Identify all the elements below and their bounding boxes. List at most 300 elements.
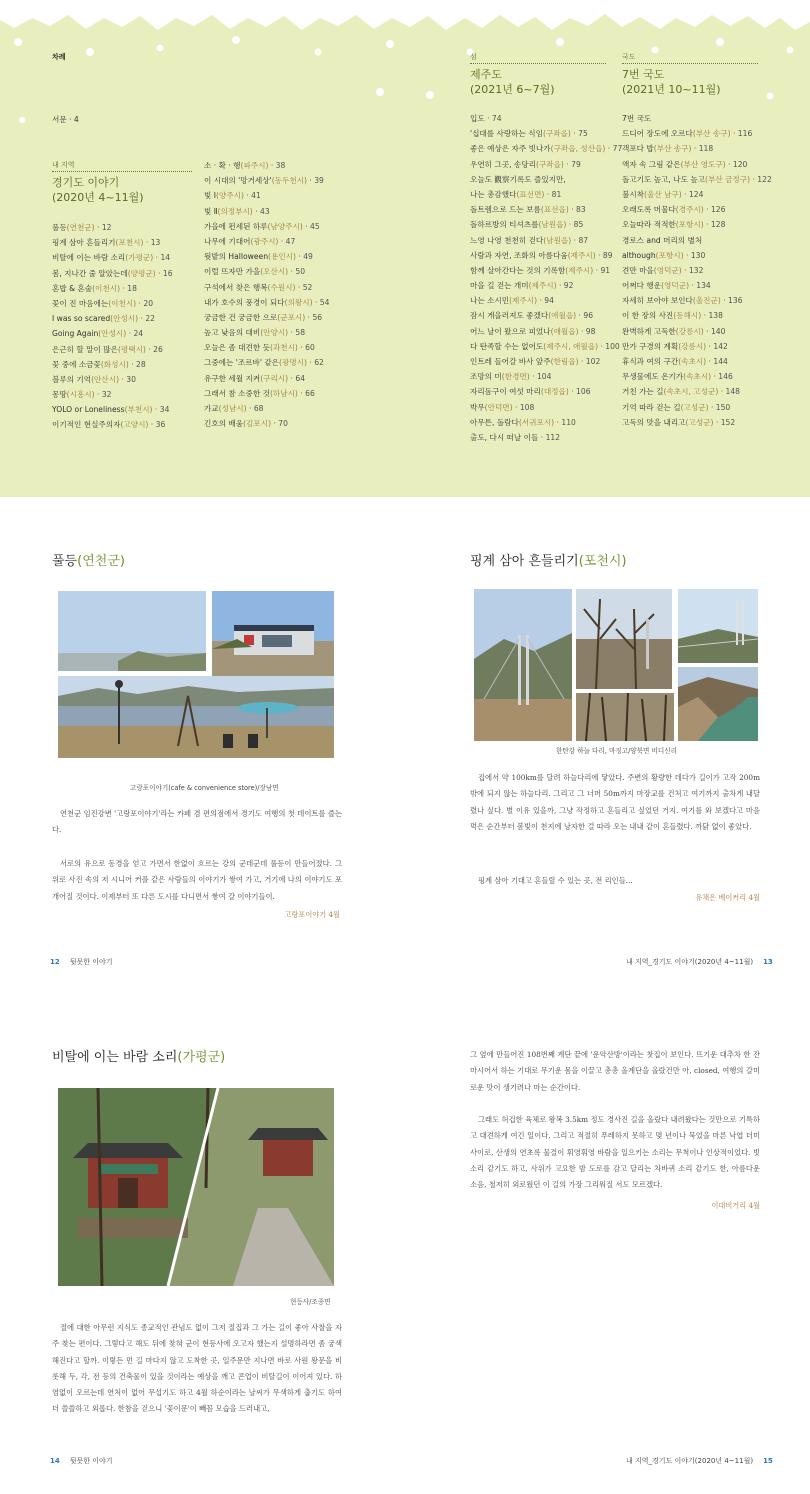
toc-entry bbox=[204, 188, 364, 203]
toc-entry-location: (남원읍) bbox=[538, 220, 567, 230]
toc-entry-location: (구리시) bbox=[260, 373, 289, 383]
toc-entry-page: · 66 bbox=[297, 388, 315, 398]
toc-entry-location: (의정부시) bbox=[217, 206, 253, 216]
toc-entry-location: (표선면) bbox=[516, 189, 545, 199]
section-tag: 섬 bbox=[470, 53, 477, 61]
toc-entry-title: 구석에서 찾은 행복 bbox=[204, 282, 268, 292]
toc-entry-title: 기억 따라 걷는 길 bbox=[622, 402, 681, 412]
toc-entry-title: 나는 총감했다 bbox=[470, 189, 517, 199]
toc-entry bbox=[622, 369, 772, 384]
toc-entry-page: · 146 bbox=[711, 372, 733, 382]
toc-entry bbox=[622, 308, 772, 323]
toc-entry-location: (의왕시) bbox=[284, 297, 313, 307]
toc-entry-page: · 30 bbox=[119, 374, 136, 384]
toc-entry bbox=[470, 354, 618, 369]
photo-bridge-tower bbox=[474, 589, 572, 741]
toc-entry-location: (구좌읍) bbox=[542, 129, 571, 139]
toc-entry-location: (부산 금정구) bbox=[705, 174, 751, 184]
toc-entry bbox=[622, 354, 772, 369]
photo-caption: 한탄강 하늘 다리, 마징고/양북면 비디신리 bbox=[556, 747, 677, 755]
toc-entry-location: (영덕군) bbox=[661, 281, 690, 291]
toc-entry bbox=[622, 384, 772, 399]
toc-entry-page: · 132 bbox=[681, 265, 704, 275]
toc-entry-location: (안산시) bbox=[91, 374, 120, 384]
toc-entry-title: 그중에는 '조르바' 같은 bbox=[204, 358, 280, 368]
photo-cafe bbox=[212, 591, 334, 681]
section-header-gyeonggi bbox=[52, 160, 192, 205]
toc-entry-page: · 20 bbox=[136, 298, 154, 308]
toc-entry-page: · 22 bbox=[138, 314, 155, 324]
toc-entry bbox=[204, 219, 364, 234]
toc-entry-title: 이 한 장의 사진 bbox=[622, 311, 674, 321]
article-location: (포천시) bbox=[578, 554, 627, 569]
toc-entry-title: 이기적인 현실주의자 bbox=[52, 420, 121, 430]
toc-entry bbox=[622, 202, 772, 217]
toc-column-2 bbox=[204, 158, 364, 431]
toc-entry-page: · 110 bbox=[554, 417, 576, 427]
toc-entry-title: 7번 국도 bbox=[622, 114, 652, 123]
toc-entry-location: (고양시) bbox=[120, 420, 149, 430]
article-paragraph: 절에 대한 아무런 지식도 종교적인 관념도 없이 그저 절집과 그 가는 길이 좋아 사찰을 자주 찾는 편이다. 그렇다고 해도 뒤에 찾혀 군이 현등사에 오고자 했는지 설명하라면 좀 궁색해진다고 할까. 이렇든 먼 길 마다지 않고 도착한 곳, 일주문만 지나면 바로 사원 왕문을 비롯해 두, 각, 전 등의 건축물이 있을 것이라는 예상을 깨고 콘업이 비탈길이 이어져 있다. 하염없이 오르는데 연처이 없어 무섭기도 하고 4월 하순이라는 날씨가 무색하게 춥기도 하여 더 쓸쓸하고 외롭다. 한참을 걷으니 '꽃이문'이 빼꼼 모습을 드러내고, bbox=[52, 1323, 342, 1414]
toc-entry-location: (한경면) bbox=[501, 372, 530, 382]
toc-entry-page: · 134 bbox=[689, 281, 711, 291]
toc-entry-location: (광명시) bbox=[279, 358, 307, 368]
toc-entry-title: 봄, 지나간 줄 알았는데 bbox=[52, 268, 128, 278]
toc-entry-location: (용인시) bbox=[268, 252, 296, 262]
toc-entry-location: (포항시) bbox=[675, 220, 704, 230]
article-paragraph: 그 옆에 만들어진 108번째 계단 끝에 '운악산방'이라는 찻집이 보인다. 뜨기운 대추차 한 잔 마시어서 하는 기대로 무기운 몸을 이끌고 총총 올계단을 올랐건만 아, closed, 여행의 갈미로운 맛이 생기려나 마는 순간이다. bbox=[470, 1050, 760, 1092]
toc-entry-page: · 39 bbox=[306, 176, 324, 186]
toc-entry-location: (가평군) bbox=[125, 253, 154, 263]
section-period: (2021년 6~7월) bbox=[470, 83, 555, 96]
article-title: 핑계 삼아 흔들리기(포천시) bbox=[470, 554, 627, 569]
photo-caption: 고랑포이야기(cafe & convenience store)/장남면 bbox=[130, 784, 279, 792]
toc-entry-page: · 92 bbox=[556, 281, 574, 291]
toc-entry-page: · 122 bbox=[750, 174, 772, 184]
toc-entry-location: (평택시) bbox=[117, 344, 146, 354]
page-folio bbox=[40, 957, 113, 967]
toc-entry-title: 가교 bbox=[204, 404, 219, 413]
toc-entry bbox=[204, 173, 364, 188]
toc-preface: 서문 · 4 bbox=[52, 115, 79, 124]
toc-entry bbox=[470, 111, 618, 126]
toc-entry bbox=[470, 400, 618, 415]
toc-entry-location: (안성시) bbox=[98, 329, 127, 339]
page-folio bbox=[626, 1456, 783, 1466]
toc-entry-page: · 91 bbox=[593, 265, 611, 275]
toc-entry-location: (강릉시) bbox=[678, 341, 707, 351]
toc-entry-location: (속초시, 고성군) bbox=[663, 387, 719, 397]
toc-entry-page: · 16 bbox=[155, 268, 173, 278]
toc-entry-location: (과천시) bbox=[269, 343, 298, 353]
toc-entry-title: 사람과 자연, 조화의 아름다움 bbox=[470, 250, 568, 260]
toc-entry bbox=[470, 308, 618, 323]
toc-entry-location: (고성군) bbox=[685, 417, 714, 427]
toc-entry-location: (제주시) bbox=[509, 296, 538, 306]
toc-entry-page: · 74 bbox=[484, 114, 502, 123]
toc-entry-title: 액자 속 그림 같은 bbox=[622, 159, 681, 169]
toc-entry-location: (구좌읍) bbox=[535, 159, 564, 169]
toc-entry-page: · 106 bbox=[568, 387, 591, 397]
folio-text: 뒷못한 이야기 bbox=[69, 958, 113, 966]
toc-entry-title: 꽃이 진 마음에는 bbox=[52, 298, 109, 308]
toc-entry-location: (부산 송구) bbox=[653, 144, 692, 154]
toc-entry-title: 오래도록 머물다 bbox=[622, 205, 676, 215]
toc-entry bbox=[52, 417, 192, 432]
toc-entry-page: · 28 bbox=[128, 359, 146, 369]
toc-entry-title: 조망의 미 bbox=[470, 372, 502, 382]
article-title: 비탈에 이는 바람 소리(가평군) bbox=[52, 1050, 226, 1065]
toc-entry-page: · 41 bbox=[243, 191, 261, 201]
toc-entry-title: 이럴 뜨자만 가을 bbox=[204, 267, 261, 277]
toc-entry bbox=[204, 310, 364, 325]
section-title: 7번 국도 bbox=[622, 68, 665, 81]
toc-entry-location: (성남시) bbox=[218, 404, 247, 413]
page-number: 12 bbox=[50, 958, 60, 966]
toc-entry-title: 돌하르방의 티셔츠를 bbox=[470, 220, 539, 230]
toc-entry-title: 꽃 중에 소금꽃 bbox=[52, 359, 101, 369]
toc-entry-page: · 14 bbox=[153, 253, 171, 263]
toc-entry-page: · 96 bbox=[576, 311, 594, 321]
toc-entry-location: (애월읍) bbox=[548, 311, 577, 321]
toc-entry bbox=[622, 248, 772, 263]
toc-entry bbox=[470, 248, 618, 263]
toc-entry-title: 빛 Ⅱ bbox=[204, 206, 218, 216]
toc-entry bbox=[622, 111, 772, 126]
toc-entry bbox=[204, 295, 364, 310]
toc-entry-location: (이천시) bbox=[92, 283, 121, 293]
page-number: 13 bbox=[763, 958, 773, 966]
toc-entry-location: (포항시) bbox=[655, 250, 684, 260]
toc-entry-title: 휴식과 여의 구간 bbox=[622, 357, 679, 366]
toc-entry bbox=[622, 141, 772, 156]
toc-entry-location: (안양시) bbox=[260, 328, 289, 338]
toc-entry-location: (광주시) bbox=[250, 236, 279, 246]
toc-entry-title: I was so scared bbox=[52, 314, 111, 324]
toc-entry-title: 견만 마을 bbox=[622, 265, 654, 275]
toc-entry-location: (포천시) bbox=[115, 238, 144, 248]
toc-entry-title: 몽땅 bbox=[52, 390, 67, 400]
toc-entry-location: (울산 남구) bbox=[644, 189, 682, 199]
toc-entry-location: (부산 영도구) bbox=[680, 159, 726, 169]
toc-entry-location: (화성시) bbox=[100, 359, 129, 369]
toc-entry-title: 우연히 그곳, 송당리 bbox=[470, 159, 536, 169]
toc-entry-page: · 112 bbox=[538, 432, 561, 442]
toc-entry-page: · 24 bbox=[126, 329, 144, 339]
toc-entry bbox=[622, 293, 772, 308]
toc-entry bbox=[52, 250, 192, 265]
toc-entry-page: · 12 bbox=[94, 223, 112, 232]
toc-entry bbox=[470, 263, 618, 278]
toc-entry bbox=[470, 369, 618, 384]
toc-entry bbox=[470, 217, 618, 232]
toc-entry bbox=[52, 220, 192, 235]
toc-entry bbox=[204, 234, 364, 249]
toc-entry-page: · 62 bbox=[306, 358, 324, 368]
photo-riverside bbox=[58, 676, 334, 758]
toc-entry-location: (부산 송구) bbox=[692, 129, 731, 139]
toc-entry-title: 혼밥 & 혼술 bbox=[52, 283, 93, 293]
toc-entry-location: (동해시) bbox=[673, 311, 702, 321]
toc-entry-location: (안성시) bbox=[110, 314, 139, 324]
toc-entry bbox=[622, 278, 772, 293]
toc-entry-location: (대정읍) bbox=[540, 387, 569, 397]
toc-entry-location: (시흥시) bbox=[66, 390, 95, 400]
toc-entry-title: 나는 소시민 bbox=[470, 296, 510, 306]
page-number: 15 bbox=[763, 1457, 773, 1465]
toc-entry-page: · 150 bbox=[708, 402, 731, 412]
toc-entry-location: (속초시) bbox=[678, 357, 707, 366]
toc-entry bbox=[622, 415, 772, 430]
toc-entry-location: (군포시) bbox=[277, 312, 306, 322]
toc-entry-location: (애월읍) bbox=[550, 326, 579, 336]
toc-entry-page: · 104 bbox=[529, 372, 552, 382]
toc-entry-title: 입도 bbox=[470, 114, 485, 123]
toc-entry-title: 핑계 삼아 흔들리기 bbox=[52, 238, 116, 248]
toc-entry bbox=[52, 281, 192, 296]
toc-column-3 bbox=[470, 111, 623, 445]
toc-entry-page: · 68 bbox=[246, 404, 264, 413]
toc-entry-location: (속초시) bbox=[683, 372, 712, 382]
folio-text: 뒷못한 이야기 bbox=[69, 1457, 113, 1465]
toc-entry-title: '십대를 사랑하는 식임 bbox=[470, 129, 543, 139]
toc-entry bbox=[204, 416, 364, 431]
toc-column-4 bbox=[622, 111, 772, 430]
toc-entry bbox=[52, 342, 192, 357]
toc-entry-location: (오산시) bbox=[260, 267, 289, 277]
toc-entry-location: (연천군) bbox=[66, 223, 95, 232]
toc-entry-page: · 32 bbox=[94, 390, 112, 400]
toc-entry bbox=[52, 235, 192, 250]
article-signature: 이대비거리 4월 bbox=[711, 1201, 760, 1210]
toc-entry-title: 오늘은 좀 대견한 듯 bbox=[204, 343, 270, 353]
toc-entry-location: (동두천시) bbox=[271, 176, 307, 186]
toc-entry-title: 비탈에 이는 바람 소리 bbox=[52, 253, 126, 263]
toc-entry-page: · 18 bbox=[120, 283, 137, 293]
toc-entry-page: · 81 bbox=[544, 189, 562, 199]
toc-entry bbox=[622, 217, 772, 232]
toc-entry bbox=[204, 158, 364, 173]
toc-entry-title: 소 · 확 · 행 bbox=[204, 161, 241, 170]
toc-entry-title: Going Again bbox=[52, 329, 99, 339]
toc-entry-page: · 45 bbox=[302, 221, 320, 231]
toc-entry bbox=[52, 296, 192, 311]
photo-temple bbox=[58, 1088, 334, 1286]
toc-entry-title: 돌트렘으로 드는 보름 bbox=[470, 205, 541, 215]
toc-entry-location: (안덕면) bbox=[484, 402, 513, 412]
toc-entry-location: (울진군) bbox=[692, 296, 721, 306]
toc-entry-title: 인트레 들어갈 바사 앞주 bbox=[470, 357, 551, 366]
toc-entry-page: · 77 bbox=[605, 144, 623, 154]
toc-entry-title: 궁금한 건 궁금한 으로 bbox=[204, 312, 278, 322]
toc-entry-title: 자세히 보아야 보인다 bbox=[622, 296, 693, 306]
toc-entry bbox=[622, 339, 772, 354]
toc-entry-title: 자리돔구이 여섯 마리 bbox=[470, 387, 541, 397]
toc-entry bbox=[622, 263, 772, 278]
toc-entry bbox=[204, 280, 364, 295]
article-title: 풀등(연천군) bbox=[52, 554, 125, 569]
toc-entry-page: · 38 bbox=[268, 161, 286, 170]
toc-entry bbox=[470, 293, 618, 308]
toc-entry-page: · 126 bbox=[703, 205, 726, 215]
toc-entry-page: · 34 bbox=[152, 405, 170, 415]
toc-entry-title: 돌고기도 높고, 나도 높고 bbox=[622, 174, 706, 184]
article-location: (연천군) bbox=[77, 554, 125, 569]
section-title: 경기도 이야기 bbox=[52, 176, 120, 189]
toc-entry bbox=[470, 415, 618, 430]
toc-entry bbox=[470, 126, 618, 141]
toc-entry-title: 출도, 다시 떠날 이들 bbox=[470, 432, 539, 442]
toc-entry-page: · 79 bbox=[563, 159, 581, 169]
article-signature: 고랑포이야기 4월 bbox=[284, 910, 340, 919]
toc-entry-page: · 116 bbox=[730, 129, 753, 139]
toc-entry-title: YOLO or Loneliness bbox=[52, 405, 125, 415]
toc-entry-title: 오늘도 觀察기록도 즐있지만, bbox=[470, 174, 566, 184]
toc-entry-title: 무생물에도 온기가 bbox=[622, 372, 684, 382]
toc-entry-title: 유구한 세월 지켜 bbox=[204, 373, 261, 383]
toc-entry-page: · 100 bbox=[598, 341, 620, 351]
toc-entry-location: (강릉시) bbox=[675, 326, 704, 336]
section-period: (2021년 10~11월) bbox=[622, 83, 721, 96]
toc-entry-page: · 144 bbox=[706, 357, 728, 366]
toc-entry-location: (부천시) bbox=[124, 405, 153, 415]
toc-entry-page: · 148 bbox=[718, 387, 741, 397]
toc-entry-title: 아무튼, 돌람다 bbox=[470, 417, 519, 427]
toc-entry-location: (고성군) bbox=[680, 402, 709, 412]
toc-entry bbox=[622, 400, 772, 415]
toc-entry bbox=[204, 204, 364, 219]
toc-entry-page: · 85 bbox=[566, 220, 584, 230]
toc-entry-location: (하남시) bbox=[269, 388, 298, 398]
toc-entry-location: (제주시) bbox=[565, 265, 594, 275]
toc-entry-page: · 50 bbox=[288, 267, 306, 277]
toc-entry-page: · 49 bbox=[295, 252, 313, 262]
toc-entry-title: 높고 낮음의 대비 bbox=[204, 328, 261, 338]
toc-entry-page: · 83 bbox=[568, 205, 586, 215]
toc-entry bbox=[470, 324, 618, 339]
toc-entry-page: · 56 bbox=[305, 312, 323, 322]
toc-entry bbox=[622, 233, 772, 248]
grass-border bbox=[0, 0, 810, 60]
toc-entry-title: 불시착 bbox=[622, 189, 645, 199]
toc-entry-location: (이천시) bbox=[108, 298, 137, 308]
toc-entry bbox=[622, 172, 772, 187]
toc-entry bbox=[470, 172, 618, 187]
toc-entry bbox=[52, 311, 192, 326]
photo-sky bbox=[58, 591, 206, 671]
toc-entry-page: · 52 bbox=[295, 282, 313, 292]
toc-entry-title: 드디어 장도에 오르다 bbox=[622, 129, 693, 139]
toc-entry bbox=[470, 157, 618, 172]
toc-entry-location: (양평군) bbox=[127, 268, 156, 278]
section-tag: 국도 bbox=[622, 53, 636, 61]
toc-entry bbox=[52, 372, 192, 387]
toc-entry bbox=[622, 126, 772, 141]
article-paragraph: 연천군 임진강변 '고랑포이야기'라는 카페 겸 편의점에서 경기도 여행의 첫 데이트를 즐는다. bbox=[52, 809, 342, 835]
toc-entry-page: · 75 bbox=[570, 129, 588, 139]
toc-entry-title: 좋은 예상은 자주 빗나가 bbox=[470, 144, 551, 154]
toc-entry-title: 내가 호수의 풍경이 되다 bbox=[204, 297, 285, 307]
toc-entry-page: · 128 bbox=[703, 220, 726, 230]
toc-entry bbox=[204, 371, 364, 386]
toc-entry-page: · 60 bbox=[297, 343, 315, 353]
page-folio bbox=[40, 1456, 113, 1466]
photo-gorge bbox=[678, 667, 758, 741]
toc-entry-page: · 58 bbox=[288, 328, 306, 338]
toc-entry-title: 완벽하게 고독한 bbox=[622, 326, 676, 336]
toc-entry bbox=[470, 339, 618, 354]
toc-entry bbox=[470, 187, 618, 202]
toc-entry-page: · 54 bbox=[312, 297, 330, 307]
toc-entry-location: (경주시) bbox=[675, 205, 704, 215]
section-title: 제주도 bbox=[470, 68, 502, 81]
toc-entry-location: (수원시) bbox=[267, 282, 296, 292]
toc-entry-page: · 94 bbox=[537, 296, 554, 306]
toc-entry-location: (한림읍) bbox=[550, 357, 579, 366]
toc-entry-location: (파주시) bbox=[240, 161, 269, 170]
article-location: (가평군) bbox=[177, 1050, 226, 1065]
toc-entry-location: (제주시, 애월읍) bbox=[543, 341, 599, 351]
toc-entry bbox=[470, 430, 618, 445]
toc-entry-page: · 140 bbox=[703, 326, 726, 336]
toc-entry-title: although bbox=[622, 250, 656, 260]
toc-entry-location: (양주시) bbox=[216, 191, 244, 201]
toc-entry-page: · 130 bbox=[683, 250, 706, 260]
toc-entry bbox=[52, 266, 192, 281]
toc-entry-location: (서귀포시) bbox=[518, 417, 555, 427]
toc-entry-page: · 64 bbox=[288, 373, 306, 383]
toc-entry bbox=[470, 278, 618, 293]
toc-entry-page: · 70 bbox=[271, 419, 288, 429]
toc-entry bbox=[204, 249, 364, 264]
toc-entry-title: 오늘따라 적적한 bbox=[622, 220, 676, 230]
toc-entry-page: · 43 bbox=[252, 206, 270, 216]
article-signature: 유채은 베이커리 4월 bbox=[695, 893, 760, 902]
toc-entry-title: 둿밭의 Halloween bbox=[204, 252, 269, 262]
toc-entry-title: 그래서 참 소중한 것 bbox=[204, 388, 270, 398]
folio-text: 내 지역_경기도 이야기(2020년 4~11월) bbox=[626, 958, 754, 966]
toc-entry-title: 고독의 맛을 내리고 bbox=[622, 417, 686, 427]
folio-text: 내 지역_경기도 이야기(2020년 4~11월) bbox=[626, 1457, 754, 1465]
toc-entry-location: (남원읍) bbox=[543, 235, 572, 245]
toc-entry-page: · 87 bbox=[571, 235, 589, 245]
photo-trees bbox=[576, 589, 672, 689]
toc-entry-location: (남양주시) bbox=[267, 221, 303, 231]
article-paragraph: 그래도 허겁한 육체로 왕복 3.5km 정도 경사진 길을 올랐다 내려왔다는 것만으로 기특하고 대견하게 여긴 일이다. 그리고 적절히 푸레하지 못하고 몇 년이나 묵었을 마른 낙엽 더미 사이로, 산생의 연초록 물결이 휘영휘영 바람을 일으키는 소리는 무척이나 인상적이었다. 빗소리 같기도 하고, 사위가 고요한 밤 도로를 감고 달리는 차바퀴 소리 같기도 한, 아름다운 소음, 철저히 외로웠던 이 길의 가장 그리워질 서도 모르겠다. bbox=[470, 1115, 760, 1190]
article-paragraph: 집에서 약 100km를 달려 하늘다리에 닿았다. 주변의 황량한 데다가 길이가 고작 200m밖에 되지 않는 하늘다리. 그리고 그 너머 50m까지 마장교를 건처고 여기까지 출차게 내달렸나 싶다. 별 이유 있을까, 그냥 작정하고 흔들리고 싶었던 거지. 여기를 와 보겠다고 마음먹은 순간부터 봄빛이 천지에 낭자한 걸 따라 오는 내내 같이 흔들렸다. 까닭 없이 좋았다. bbox=[470, 773, 760, 831]
toc-entry-page: · 142 bbox=[706, 341, 728, 351]
toc-entry-location: (구좌읍, 성산읍) bbox=[550, 144, 606, 154]
toc-entry-page: · 120 bbox=[725, 159, 748, 169]
toc-entry-title: 나무에 기대어 bbox=[204, 236, 251, 246]
toc-entry-title: 마을 길 걷는 개미 bbox=[470, 281, 529, 291]
toc-entry-title: 경로스 and 머리의 별처 bbox=[622, 235, 703, 245]
toc-entry-title: 블루의 기억 bbox=[52, 374, 92, 384]
toc-entry-page: · 26 bbox=[145, 344, 163, 354]
toc-entry bbox=[204, 340, 364, 355]
toc-entry-title: 긴호의 배움 bbox=[204, 419, 244, 429]
toc-entry bbox=[204, 264, 364, 279]
toc-entry bbox=[52, 387, 192, 402]
toc-entry-page: · 118 bbox=[691, 144, 714, 154]
page-number: 14 bbox=[50, 1457, 60, 1465]
toc-entry bbox=[470, 202, 618, 217]
toc-entry-location: (제주시) bbox=[528, 281, 557, 291]
toc-entry bbox=[622, 187, 772, 202]
toc-entry-location: (김포시) bbox=[243, 419, 272, 429]
page-folio bbox=[626, 957, 783, 967]
toc-entry bbox=[204, 401, 364, 416]
